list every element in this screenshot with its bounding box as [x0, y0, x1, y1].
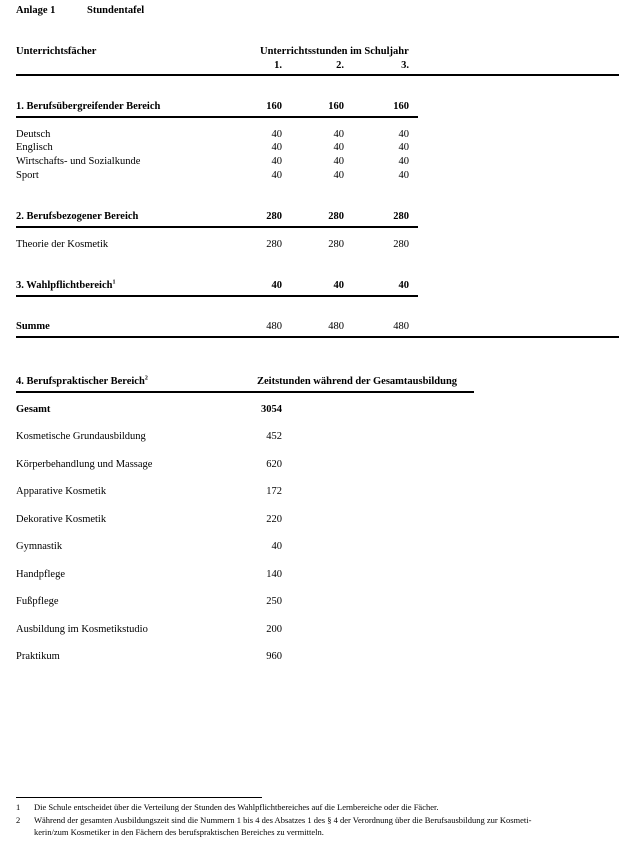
practical-row: Apparative Kosmetik	[16, 486, 107, 497]
section-2-y2: 280	[328, 211, 344, 222]
practical-header-rule	[16, 391, 474, 393]
summe-label: Summe	[16, 321, 50, 332]
englisch-y2: 40	[333, 142, 344, 153]
section-3-label: 3. Wahlpflichtbereich$^1$	[16, 279, 116, 291]
theorie-y1: 280	[266, 239, 282, 250]
practical-row: Handpflege	[16, 569, 65, 580]
section-3-y1: 40	[271, 280, 282, 291]
footnote-2-text: Während der gesamten Ausbildungszeit sind die Nummern 1 bis 4 des Absatzes 1 des § 4 der Verordnung über die Berufsausbildung zur Kosmeti-	[34, 815, 532, 825]
practical-row: Körperbehandlung und Massage	[16, 459, 153, 470]
summe-y1: 480	[266, 321, 282, 332]
practical-value: 200	[266, 624, 282, 635]
year-3-header: 3.	[401, 60, 409, 71]
hours-group-header: Unterrichtsstunden im Schuljahr	[260, 46, 409, 57]
hours-total-header: Zeitstunden während der Gesamtausbildung	[257, 376, 458, 387]
section-2-rule	[16, 226, 418, 228]
page-title: Stundentafel	[87, 5, 145, 16]
practical-value: 40	[271, 541, 282, 552]
footnote-1-text: Die Schule entscheidet über die Verteilung der Stunden des Wahlpflichtbereiches auf die Lernbereiche oder die Fächer.	[34, 802, 439, 812]
gesamt-value: 3054	[261, 404, 282, 415]
practical-row: Praktikum	[16, 651, 60, 662]
wirtschaft-y3: 40	[398, 156, 409, 167]
section-3-y3: 40	[398, 280, 409, 291]
practical-row: Ausbildung im Kosmetikstudio	[16, 624, 148, 635]
section-2-label: 2. Berufsbezogener Bereich	[16, 211, 139, 222]
anlage-label: Anlage 1	[16, 5, 56, 16]
practical-row: Dekorative Kosmetik	[16, 514, 107, 525]
year-1-header: 1.	[274, 60, 282, 71]
practical-value: 172	[266, 486, 282, 497]
footnote-1-number: 1	[16, 802, 21, 812]
section-1-y3: 160	[393, 101, 409, 112]
deutsch-y3: 40	[398, 129, 409, 140]
theorie-y2: 280	[328, 239, 344, 250]
summe-y3: 480	[393, 321, 409, 332]
section-1-label: 1. Berufsübergreifender Bereich	[16, 101, 161, 112]
section-3-rule	[16, 295, 418, 297]
theorie-y3: 280	[393, 239, 409, 250]
section-1-y2: 160	[328, 101, 344, 112]
subject-theorie: Theorie der Kosmetik	[16, 239, 109, 250]
practical-row: Fußpflege	[16, 596, 59, 607]
sport-y3: 40	[398, 170, 409, 181]
subject-deutsch: Deutsch	[16, 129, 51, 140]
summe-y2: 480	[328, 321, 344, 332]
footnote-2-text-continued: kerin/zum Kosmetiker in den Fächern des berufspraktischen Bereiches zu vermitteln.	[34, 827, 324, 837]
englisch-y3: 40	[398, 142, 409, 153]
subject-sport: Sport	[16, 170, 39, 181]
section-2-y1: 280	[266, 211, 282, 222]
practical-value: 250	[266, 596, 282, 607]
section-3-y2: 40	[333, 280, 344, 291]
footnote-ref-2: 2	[144, 375, 148, 382]
footnote-2-number: 2	[16, 815, 21, 825]
deutsch-y2: 40	[333, 129, 344, 140]
section-1-rule	[16, 116, 418, 118]
subject-englisch: Englisch	[16, 142, 53, 153]
subjects-header: Unterrichtsfächer	[16, 46, 97, 57]
subject-wirtschaft: Wirtschafts- und Sozialkunde	[16, 156, 141, 167]
year-2-header: 2.	[336, 60, 344, 71]
footnote-ref-1: 1	[112, 279, 116, 286]
wirtschaft-y1: 40	[271, 156, 282, 167]
practical-header: 4. Berufspraktischer Bereich$^2$	[16, 375, 148, 387]
section-1-y1: 160	[266, 101, 282, 112]
header-rule	[16, 74, 619, 76]
practical-value: 620	[266, 459, 282, 470]
practical-value: 452	[266, 431, 282, 442]
deutsch-y1: 40	[271, 129, 282, 140]
summe-rule	[16, 336, 619, 338]
practical-value: 960	[266, 651, 282, 662]
sport-y2: 40	[333, 170, 344, 181]
practical-row: Kosmetische Grundausbildung	[16, 431, 146, 442]
sport-y1: 40	[271, 170, 282, 181]
gesamt-label: Gesamt	[16, 404, 51, 415]
englisch-y1: 40	[271, 142, 282, 153]
wirtschaft-y2: 40	[333, 156, 344, 167]
practical-value: 140	[266, 569, 282, 580]
footnote-separator	[16, 797, 262, 798]
section-2-y3: 280	[393, 211, 409, 222]
practical-value: 220	[266, 514, 282, 525]
practical-row: Gymnastik	[16, 541, 63, 552]
